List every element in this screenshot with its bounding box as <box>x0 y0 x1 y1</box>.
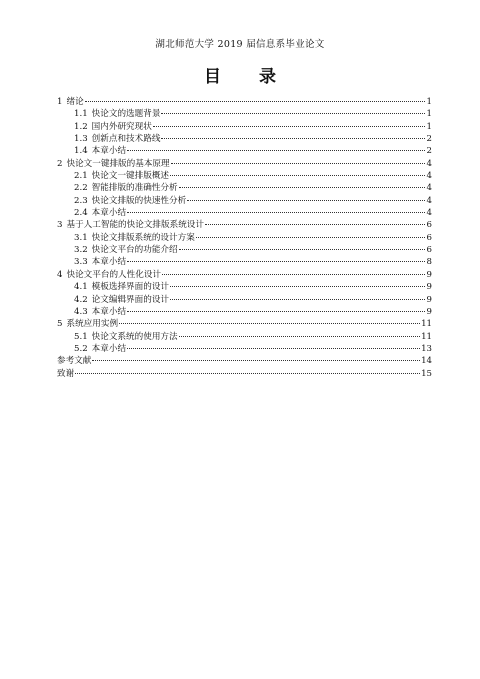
toc-entry-title: 快论文排版系统的设计方案 <box>91 232 195 243</box>
toc-entry-title: 本章小结 <box>91 257 127 268</box>
toc-entry[interactable] <box>57 368 432 380</box>
toc-entry-number: 4.1 <box>74 282 88 293</box>
toc-entry-number: 2.2 <box>74 183 88 194</box>
toc-entry-title: 国内外研究现状 <box>91 121 152 132</box>
toc-entry[interactable] <box>57 121 432 133</box>
toc-entry-number: 4 <box>57 269 63 280</box>
toc-entry[interactable] <box>57 306 432 318</box>
toc-entry-number: 5 <box>57 319 63 330</box>
toc-entry-number: 5.2 <box>74 343 88 354</box>
toc-entry-page: 9 <box>426 306 432 317</box>
toc-entry-title: 论文编辑界面的设计 <box>91 294 170 305</box>
toc-entry-page: 1 <box>426 121 432 132</box>
toc-entry-number: 4.3 <box>74 306 88 317</box>
toc-entry-page: 8 <box>426 257 432 268</box>
toc-entry[interactable] <box>57 219 432 231</box>
toc-entry-title: 快论文一键排版概述 <box>91 171 170 182</box>
toc-entry-number: 1.2 <box>74 121 88 132</box>
toc-entry-title: 绪论 <box>66 97 84 107</box>
toc-entry[interactable] <box>57 145 432 157</box>
toc-entry-page: 9 <box>426 269 432 280</box>
toc-entry-title: 智能排版的准确性分析 <box>91 183 178 194</box>
toc-entry-number: 2.3 <box>74 195 88 206</box>
dot-leader <box>170 299 425 300</box>
toc-entry-page: 13 <box>421 343 432 354</box>
toc-entry-page: 4 <box>426 183 432 194</box>
toc-entry-page: 6 <box>426 220 432 231</box>
dot-leader <box>127 261 425 262</box>
toc-entry-page: 9 <box>426 282 432 293</box>
toc-entry-number: 3.1 <box>74 232 88 243</box>
dot-leader <box>127 311 425 312</box>
toc-entry-number: 2 <box>57 158 63 169</box>
toc-entry-page: 11 <box>421 319 432 330</box>
table-of-contents <box>57 96 432 380</box>
dot-leader <box>75 373 420 374</box>
toc-entry[interactable] <box>57 281 432 293</box>
toc-entry-page: 14 <box>421 356 432 367</box>
toc-entry-page: 1 <box>426 97 432 107</box>
dot-leader <box>205 224 425 225</box>
toc-entry[interactable] <box>57 355 432 367</box>
toc-entry-page: 6 <box>426 245 432 256</box>
toc-entry-title: 基于人工智能的快论文排版系统设计 <box>66 220 204 231</box>
toc-entry-page: 11 <box>421 331 432 342</box>
dot-leader <box>85 101 425 102</box>
toc-entry-number: 1.1 <box>74 109 88 120</box>
dot-leader <box>171 163 425 164</box>
toc-entry-number: 3.3 <box>74 257 88 268</box>
toc-entry-title: 快论文平台的功能介绍 <box>91 245 178 256</box>
toc-entry-page: 4 <box>426 171 432 182</box>
dot-leader <box>119 323 420 324</box>
toc-entry[interactable] <box>57 244 432 256</box>
toc-entry[interactable] <box>57 170 432 182</box>
toc-entry-page: 6 <box>426 232 432 243</box>
toc-entry-title: 系统应用实例 <box>66 319 119 330</box>
dot-leader <box>179 336 420 337</box>
toc-entry-number: 1.3 <box>74 134 88 145</box>
dot-leader <box>92 360 420 361</box>
toc-entry[interactable] <box>57 133 432 145</box>
toc-entry-title: 快论文的选题背景 <box>91 109 161 120</box>
toc-entry-title: 本章小结 <box>91 208 127 219</box>
toc-entry-number: 2.4 <box>74 208 88 219</box>
toc-entry-page: 1 <box>426 109 432 120</box>
toc-entry-page: 4 <box>426 208 432 219</box>
toc-entry-number: 3 <box>57 220 63 231</box>
toc-entry-page: 2 <box>426 146 432 157</box>
toc-entry-title: 快论文排版的快速性分析 <box>91 195 187 206</box>
toc-entry-title: 参考文献 <box>57 356 92 367</box>
toc-entry[interactable] <box>57 256 432 268</box>
dot-leader <box>187 200 425 201</box>
page-header: 湖北师范大学 2019 届信息系毕业论文 <box>155 39 325 50</box>
dot-leader <box>127 212 425 213</box>
toc-entry-page: 4 <box>426 195 432 206</box>
dot-leader <box>170 286 425 287</box>
dot-leader <box>179 187 425 188</box>
dot-leader <box>127 150 425 151</box>
toc-entry-title: 致谢 <box>57 368 75 379</box>
toc-entry-number: 1 <box>57 97 63 107</box>
toc-entry[interactable] <box>57 331 432 343</box>
toc-entry[interactable] <box>57 343 432 355</box>
toc-title: 目 录 <box>204 67 292 87</box>
toc-entry-number: 3.2 <box>74 245 88 256</box>
toc-entry-page: 4 <box>426 158 432 169</box>
toc-entry-title: 快论文系统的使用方法 <box>91 331 178 342</box>
toc-entry-page: 15 <box>421 368 432 379</box>
toc-entry-title: 快论文平台的人性化设计 <box>66 269 162 280</box>
toc-entry[interactable] <box>57 269 432 281</box>
toc-entry-title: 本章小结 <box>91 343 127 354</box>
toc-entry[interactable] <box>57 207 432 219</box>
toc-entry[interactable] <box>57 232 432 244</box>
toc-entry-number: 4.2 <box>74 294 88 305</box>
toc-entry-title: 快论文一键排版的基本原理 <box>66 158 170 169</box>
dot-leader <box>179 249 425 250</box>
toc-entry-page: 2 <box>426 134 432 145</box>
toc-entry[interactable] <box>57 318 432 330</box>
toc-entry-title: 模板选择界面的设计 <box>91 282 170 293</box>
toc-entry-title: 创新点和技术路线 <box>91 134 161 145</box>
dot-leader <box>161 138 425 139</box>
toc-entry[interactable] <box>57 182 432 194</box>
toc-entry-title: 本章小结 <box>91 146 127 157</box>
toc-entry-number: 2.1 <box>74 171 88 182</box>
toc-entry-page: 9 <box>426 294 432 305</box>
toc-entry[interactable] <box>57 158 432 170</box>
toc-entry[interactable] <box>57 195 432 207</box>
toc-entry[interactable] <box>57 108 432 120</box>
dot-leader <box>162 274 425 275</box>
toc-entry-number: 1.4 <box>74 146 88 157</box>
toc-entry[interactable] <box>57 294 432 306</box>
toc-entry[interactable] <box>57 96 432 108</box>
dot-leader <box>161 113 425 114</box>
dot-leader <box>127 348 420 349</box>
dot-leader <box>153 126 425 127</box>
dot-leader <box>170 175 425 176</box>
toc-entry-title: 本章小结 <box>91 306 127 317</box>
dot-leader <box>196 237 425 238</box>
toc-entry-number: 5.1 <box>74 331 88 342</box>
